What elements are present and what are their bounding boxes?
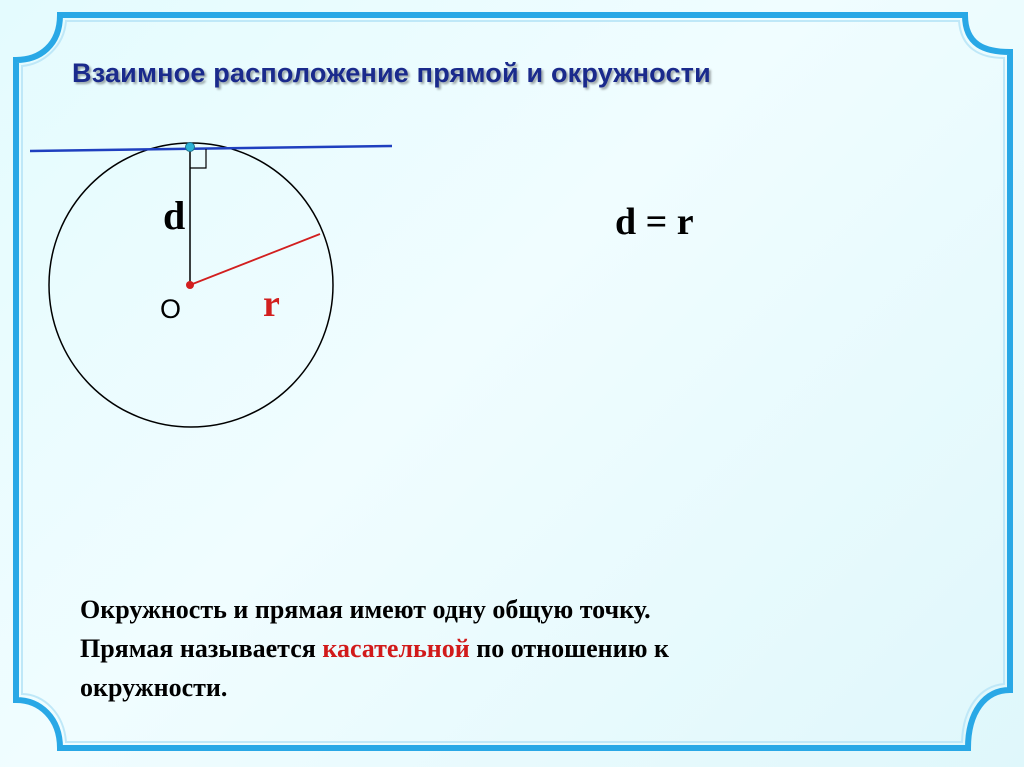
formula: d = r bbox=[615, 201, 694, 243]
explanation-text bbox=[80, 590, 880, 707]
explanation-line-2-end: по отношению к bbox=[469, 634, 669, 663]
distance-label: d bbox=[163, 193, 186, 238]
highlight-term: касательной bbox=[322, 634, 470, 663]
radius-segment bbox=[190, 234, 320, 285]
tangent-line bbox=[30, 146, 392, 151]
explanation-line-3: окружности. bbox=[80, 673, 228, 702]
center-point bbox=[186, 281, 194, 289]
radius-label: r bbox=[263, 283, 280, 325]
explanation-line-1: Окружность и прямая имеют одну общую точку. bbox=[80, 595, 651, 624]
tangent-point bbox=[186, 143, 195, 152]
slide-title: Взаимное расположение прямой и окружности bbox=[72, 58, 711, 88]
center-label: O bbox=[160, 294, 182, 324]
explanation-line-2 bbox=[80, 629, 880, 668]
explanation-line-2-start: Прямая называется bbox=[80, 634, 323, 663]
right-angle-marker bbox=[190, 149, 206, 168]
